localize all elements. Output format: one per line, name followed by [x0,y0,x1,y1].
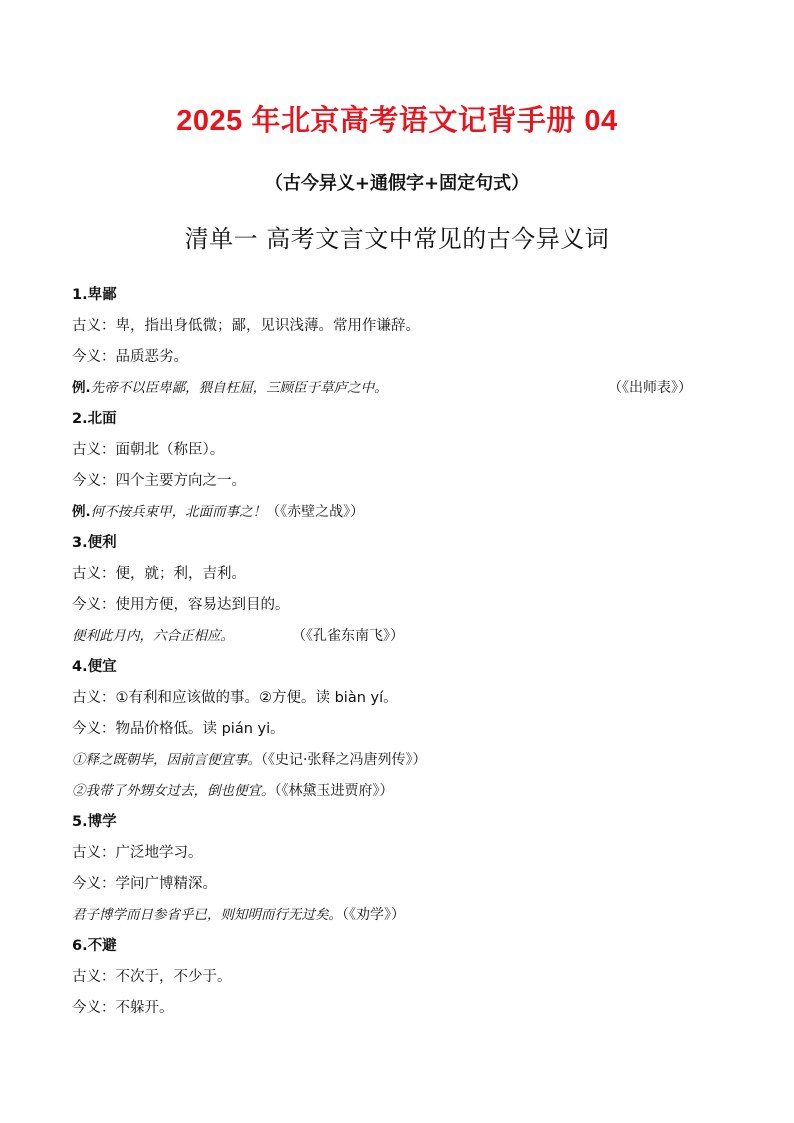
ancient-meaning: 古义：①有利和应该做的事。②方便。读 biàn yí。 [72,690,398,706]
ancient-meaning: 古义：广泛地学习。 [72,845,203,861]
example-sentence [72,621,722,652]
example-source: （《劝学》） [342,907,405,923]
ancient-meaning: 古义：面朝北（称臣）。 [72,442,225,458]
example-text: 君子博学而日参省乎已，则知明而行无过矣。 [72,907,342,923]
example-sentence [72,776,722,807]
entry-heading: 2.北面 [72,411,117,427]
modern-meaning: 今义：使用方便，容易达到目的。 [72,597,290,613]
example-text: ②我带了外甥女过去，倒也便宜。 [72,783,275,799]
modern-meaning: 今义：不躲开。 [72,1000,174,1016]
modern-meaning: 今义：物品价格低。读 pián yi。 [72,721,285,737]
entry-list [72,280,722,1024]
modern-meaning: 今义：学问广博精深。 [72,876,217,892]
example-sentence [72,900,722,931]
page-subtitle: （古今异义+通假字+固定句式） [264,173,530,194]
example-text: 先帝不以臣卑鄙，猥自枉屈，三顾臣于草庐之中。 [90,380,388,396]
example-source: （《史记·张释之冯唐列传》） [261,752,427,768]
example-sentence [72,745,722,776]
modern-meaning: 今义：品质恶劣。 [72,349,188,365]
entry-heading: 3.便利 [72,535,117,551]
example-sentence [72,373,722,404]
example-text: ①释之既朝毕，因前言便宜事。 [72,752,261,768]
example-source: （《孔雀东南飞》） [292,628,404,644]
page-title: 2025 年北京高考语文记背手册 04 [176,105,618,137]
entry-heading: 4.便宜 [72,659,117,675]
ancient-meaning: 古义：卑，指出身低微；鄙，见识浅薄。常用作谦辞。 [72,318,420,334]
entry-heading: 6.不避 [72,938,117,954]
example-sentence [72,497,722,528]
entry-heading: 5.博学 [72,814,117,830]
example-text: 便利此月内，六合正相应。 [72,628,234,644]
ancient-meaning: 古义：便，就；利，吉利。 [72,566,246,582]
example-label: 例. [72,504,91,520]
example-source: （《出师表》） [608,380,692,396]
example-text: 何不按兵束甲，北面而事之！ [90,504,267,520]
example-source: （《赤壁之战》） [266,504,365,520]
section-title: 清单一 高考文言文中常见的古今异义词 [184,225,610,253]
example-source: （《林黛玉进贾府》） [274,783,394,799]
ancient-meaning: 古义：不次于，不少于。 [72,969,232,985]
example-label: 例. [72,380,91,396]
modern-meaning: 今义：四个主要方向之一。 [72,473,246,489]
entry-heading: 1.卑鄙 [72,287,117,303]
